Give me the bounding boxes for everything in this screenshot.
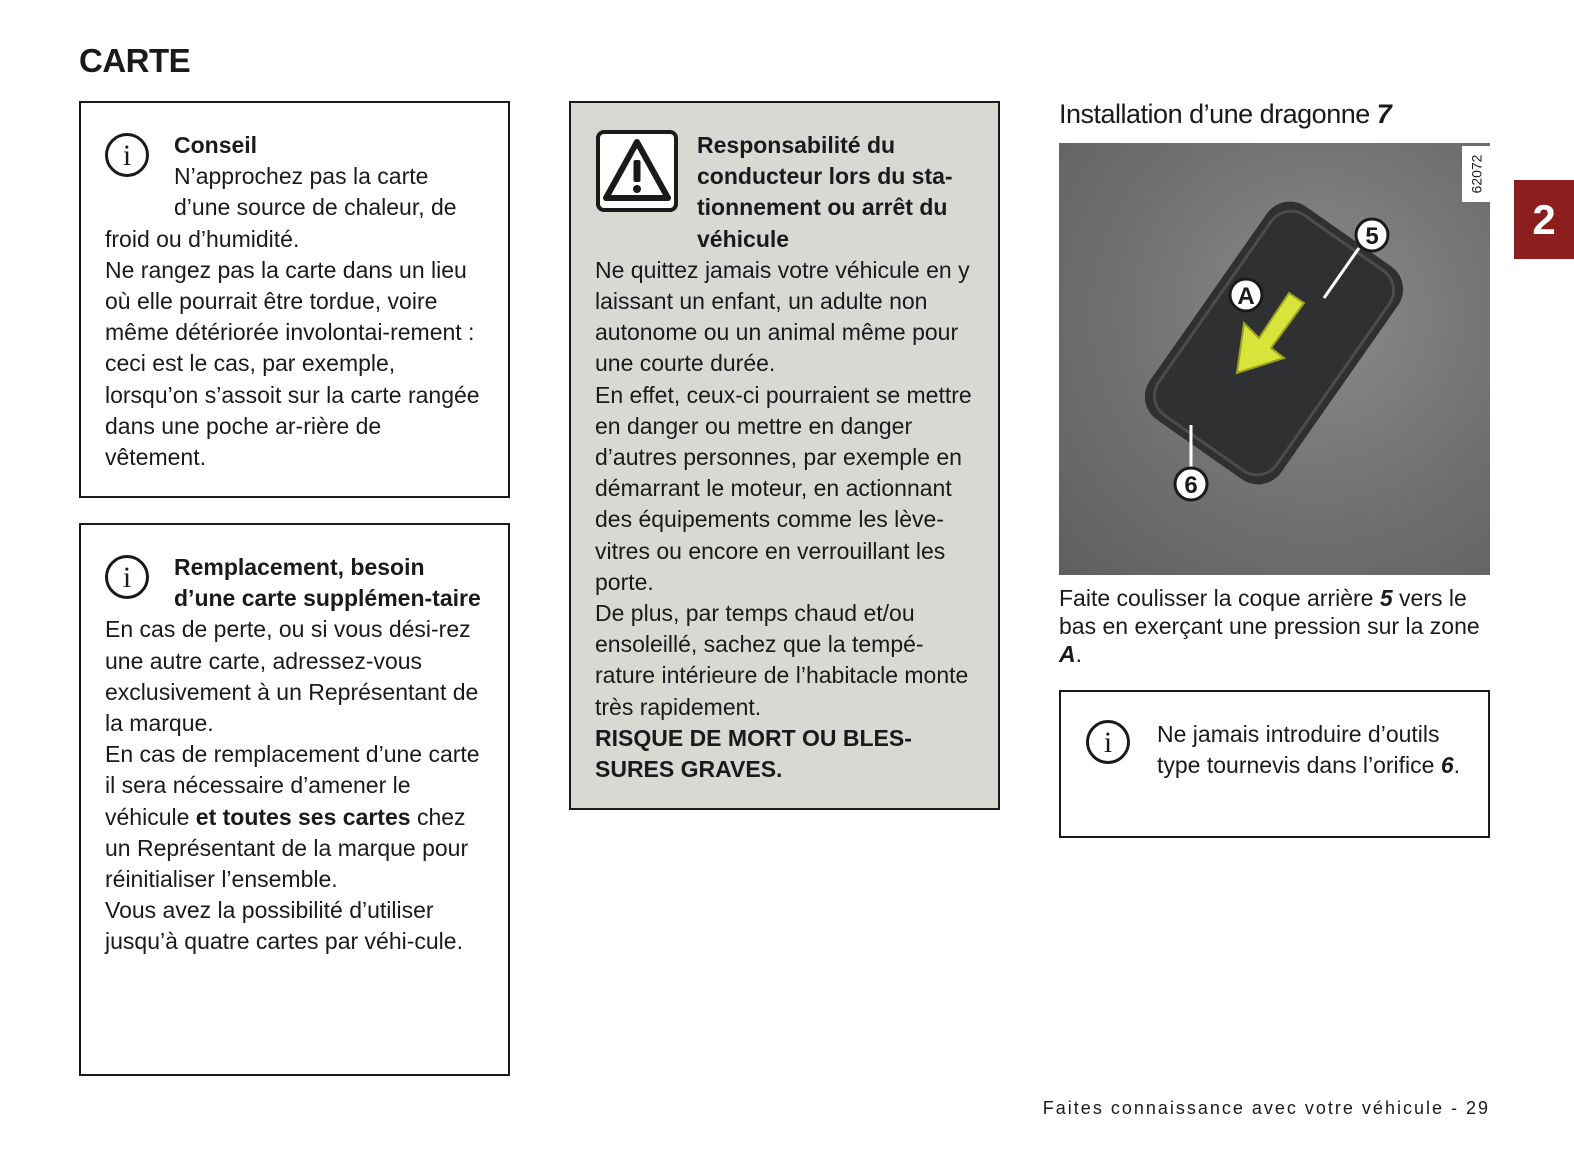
responsabilite-warning: RISQUE DE MORT OU BLES-SURES GRAVES. [595,724,912,783]
remplacement-heading: Remplacement, besoin d’une carte supplémen-taire [174,554,481,612]
conseil-intro-rest: froid ou d’humidité. [105,225,300,252]
dragonne-title-ref: 7 [1376,99,1392,129]
tournevis-note-after: . [1453,752,1460,779]
remplacement-paragraph-3: Vous avez la possibilité d’utiliser jusqu’à quatre cartes par véhi-cule. [105,897,463,955]
caption-after: . [1075,641,1083,667]
dragonne-title [1059,99,1391,130]
page-footer: Faites connaissance avec votre véhicule - 29 [1042,1098,1490,1118]
callout-5: 5 [1365,223,1379,250]
photo-reference-number: 62072 [1468,154,1484,194]
conseil-body: Ne rangez pas la carte dans un lieu où elle pourrait être tordue, voire même détériorée involontai-rement : ceci est le cas, par exemple, lorsqu’on s’assoit sur la carte rangée dans une poche ar-rière de vêtement. [105,256,480,471]
responsabilite-paragraph-2: En effet, ceux-ci pourraient se mettre en danger ou mettre en danger d’autres personnes, par exemple en démarrant le moteur, en actionnant des équipements comme les lève-vitres ou encore en verrouillant les porte. [595,381,972,595]
caption-before: Faite coulisser la coque arrière [1059,585,1380,611]
caption-ref-A: A [1059,641,1076,667]
tournevis-note-box [1059,690,1490,838]
conseil-heading: Conseil [174,132,258,158]
tournevis-note-ref: 6 [1440,752,1454,779]
key-card-illustration [1059,143,1490,575]
info-icon: i [105,133,149,177]
conseil-box [79,101,510,498]
remplacement-p2-before: En cas de remplacement d’une carte il sera nécessaire d’amener le véhicule [105,741,480,830]
responsabilite-paragraph-1: Ne quittez jamais votre véhicule en y laissant un enfant, un adulte non autonome ou un animal même pour une courte durée. [595,256,970,377]
dragonne-title-text: Installation d’une dragonne [1059,99,1370,129]
dragonne-caption [1059,584,1499,668]
remplacement-p2-bold: et toutes ses cartes [195,803,411,830]
chapter-tab: 2 [1514,180,1574,259]
conseil-intro: N’approchez pas la carte d’une source de chaleur, de [174,163,457,221]
callout-6: 6 [1184,472,1198,499]
remplacement-paragraph-2 [105,739,484,895]
page-title: CARTE [79,42,191,79]
remplacement-p2-after: chez un Représentant de la marque pour réinitialiser l’ensemble. [105,803,469,893]
info-icon: i [105,555,149,599]
caption-middle: vers le bas en exerçant une pression sur la zone [1059,585,1480,639]
warning-triangle-icon [596,130,678,212]
tournevis-note [1085,719,1468,781]
callout-A: A [1237,283,1255,310]
remplacement-box [79,523,510,1076]
caption-ref-5: 5 [1379,585,1393,611]
responsabilite-heading: Responsabilité du conducteur lors du sta-tionnement ou arrêt du véhicule [697,132,953,252]
responsabilite-paragraph-3: De plus, par temps chaud et/ou ensoleillé, sachez que la tempé-rature intérieure de l’habitacle monte très rapidement. [595,600,969,720]
tournevis-note-text: Ne jamais introduire d’outils type tournevis dans l’orifice [1157,721,1440,779]
responsabilite-box [569,101,1000,810]
info-icon: i [1086,720,1130,764]
photo-reference [1462,146,1490,202]
remplacement-paragraph-1: En cas de perte, ou si vous dési-rez une autre carte, adressez-vous exclusivement à un Représentant de la marque. [105,616,479,737]
key-card-photo [1059,143,1490,575]
